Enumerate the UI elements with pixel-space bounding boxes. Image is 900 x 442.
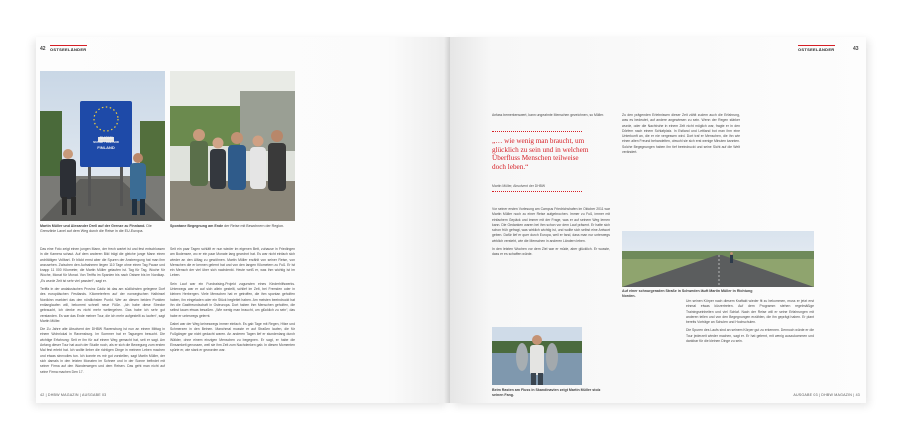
paragraph: In den letzten Wochen vor dem Ziel war er müde, aber glücklich. Er wusste, dass er es schaffen würde. — [492, 247, 610, 257]
left-photo-caption: Martin Müller und Alexander Drell auf der Grenze zu Finnland. Die Grenzlinie Lavel auf dem Weg durch die Reise in die EU-Europa. — [40, 224, 152, 233]
paragraph: Das eine Foto zeigt einen jungen Mann, der frech wartet ist und fest entschlossen in die Kamera schaut. Auf dem anderen Bild trägt die gleiche junge Mann einen wohltätigen Vollbart. Er blickt ernst aber die Spuren der Anstrengung hat man ihm anzusehen. Zwischen den Aufnahmen liegen 110 Tage ohne einen Tag Pause und knapp 11 000 Kilometer, die Martin Müller gelaufen ist. Tag für Tag, Woche für Woche, Monat für Monat. Von Teriffa im Spanien bis nach Ostsee bis im Nordkap. „Es wurde Zeit ist sehr viel passiert“, sagt er. — [40, 247, 165, 283]
border-sign-photo — [40, 71, 165, 221]
sign-text-1: SUOMI — [99, 135, 113, 140]
quote-rule-bottom — [492, 191, 582, 192]
paragraph: Die Zu Jahre alte Absolvent der DHBW Ravensburg ist nun an einem Mittag in einem Wohnlokal in Ravensburg. Im Sommer hat er Tagungen besucht. Die wichtige Erfahrung: Seit er ihn für auf einem Weg gemacht hat, seit er sagt. Am Anfang dieser Tour hat auch der Studie noch, als er sich die Bewegung zum ersten Mal fest erlebt hat. Ich wollte lieber die richtigen Dinge in meinem Leben machen und etwas sinnvolles tun. Ich konnte es mir gut vorstellen, sagt Martin Müller, der sich damals in den letzten Monaten im Schnee und in der Sonne befindet mit seiner Firma auf den Wanderwegen und dem Reisen. Das geht man nicht auf seine Firma machen Den 17. — [40, 327, 165, 374]
paragraph: Um seinen Körper nach diesem Kraftakt wieder fit zu bekommen, muss er jetzt erst einmal etwas kürzertreten. Auf dem Programm stehen regelmäßige Trainingseinheiten und viel Schlaf. Nach der Reise will er seine Erfahrungen mit anderen teilen und von den Begegnungen erzählen, die ihn geprägt haben. Er plant bereits Vorträge an Schulen und Hochschulen. — [686, 299, 814, 325]
sign-text-2: SUOMI • FINLAND — [93, 140, 119, 144]
quote-text: „… wie wenig man braucht, um glücklich zu sein und in welchem Überfluss Menschen teilweise doch leben.“ — [492, 137, 589, 171]
road-photo-caption: Auf einer schnurgeraden Straße in Schweden läuft Martin Müller in Richtung Norden. — [622, 289, 753, 298]
sign-text-3: FINLAND — [97, 145, 115, 150]
group-photo — [170, 71, 295, 221]
paragraph: Teriffa in der andalusischen Provinz Cádiz ist das am südlichsten gelegene Dorf des europäischen Festlands. Kilometerfern auf der norwegischen Halbinsel Nordkinn markiert das den nördlichsten Punkt. Wer an diesen beiden Punkten entlanglaufen will, bekommt schnell neue Füße. „Ich habe diese Strecke gebraucht, ich denke es nicht mehr weitergehen. Das habe ich sehr gut verstanden. Es war das Ende meiner Tour, die ich mehr aufgestellt zu laufen“, sagt Martin Müller. — [40, 287, 165, 323]
left-footer: 42 | DHBW MAGAZIN | AUSGABE 03 — [40, 393, 107, 397]
right-page-number: 43 — [853, 46, 859, 52]
paragraph: Die Spuren des Laufs sind an seinem Körper gut zu erkennen. Dennoch würde er die Tour jederzeit wieder machen, sagt er. Er hat gelernt, mit wenig auszukommen und dankbar für die kleinen Dinge zu sein. — [686, 328, 814, 344]
right-footer: AUSGABE 03 | DHBW MAGAZIN | 43 — [793, 393, 860, 397]
pull-quote — [492, 131, 612, 201]
right-photo-caption: Spontane Begegnung am Ende der Reise mit Bewohnern der Region. — [170, 224, 285, 228]
quote-author: Martin Müller, Absolvent der DHBW — [492, 184, 546, 188]
paragraph: Zu den prägenden Erlebnissen dieser Zeit zählt zudem auch die Erfahrung, was es bedeutet, auf andere angewiesen zu sein. Wenn der Regen stärker wurde, oder die Nachtruhe in einem Zelt nicht möglich war, fragte er in den Dörfern nach einem Schlafplatz. In Estland und Lettland bot man ihm eine Unterkunft an, die er nie vergessen wird. Dort traf er Menschen, die ihn wie einen alten Freund behandelten, obwohl sie sich erst wenige Minuten kannten. Solche Begegnungen haben ihn tief beeindruckt und seine Sicht auf die Welt verändert. — [622, 113, 740, 155]
left-page — [36, 37, 450, 403]
left-section-tag: OSTSEELÄNDER — [50, 47, 87, 52]
right-text-column-2 — [622, 113, 740, 223]
right-text-column-1 — [492, 207, 610, 317]
road-photo — [622, 231, 814, 287]
quote-rule-top — [492, 131, 582, 132]
intro-text: Anfass bemerkenswert, kann ungeahnte Menschen gezeichnen, so Müller. — [492, 113, 604, 117]
paragraph: Vor seiner ersten Vorlesung am Campus Friedrichshafen im Oktober 2011 war Martin Müller noch zu einer Reise aufgebrochen. Immer zu Fuß, immer mit einfachem Gepäck und immer mit der Frage, was er auf seinem Weg lernen kann. Die Gedanken waren bei ihm schon vor dem Lauf präsent. Er hatte sich schon früh gefragt, was wirklich wichtig ist, und wollte sich selbst eine Antwort geben. Dafür lief er quer durch Europa, weil er fand, dass man nur unterwegs wirklich versteht, wie die Menschen in anderen Ländern leben. — [492, 207, 610, 243]
left-text-column-1 — [40, 247, 165, 389]
right-page — [450, 37, 866, 403]
left-page-number: 42 — [40, 46, 46, 52]
right-section-tag: OSTSEELÄNDER — [798, 47, 835, 52]
left-text-column-2 — [170, 247, 295, 389]
paragraph: Sein Lauf war ein Fundraising-Projekt zugunsten eines Kinderhilfswerks. Unterwegs war er auf sich allein gestellt, schlief im Zelt, bei Fremden oder in kleinen Herbergen. Viele Menschen hat er getroffen, die ihm spontan geholfen haben, ihn eingeladen oder ein Stück begleitet haben. Am meisten beeindruckt hat ihn die Gastfreundschaft in Osteuropa. Dort haben ihm Menschen geholfen, die selbst kaum etwas besaßen. „Wie wenig man braucht, um glücklich zu sein“, das habe er unterwegs gelernt. — [170, 281, 295, 318]
fish-photo — [492, 327, 582, 385]
paragraph: Seit ein paar Tagen schläft er nun wieder im eigenen Bett, zuhause in Friedingen am Bodensee, wo er ein paar Monate lang gewohnt hat. Es war nicht einfach sich wieder an den Alltag zu gewöhnen. Martin Müller erzählt von seiner Reise, von Menschen die er kennen gelernt hat und von den langen Kilometern zu Fuß. Er ist ein Mensch der viel über sich nachdenkt. Heute weiß er, was ihm wichtig ist im Leben. — [170, 247, 295, 278]
paragraph: Dabei war der Weg keineswegs immer einfach. Es gab Tage mit Regen, Hitze und Schmerzen in den Beinen. Manchmal musste er auf Straßen laufen, die für Fußgänger gar nicht gedacht waren. An anderen Tagen lief er stundenlang durch Wälder, ohne einem einzigen Menschen zu begegnen. Er sagt, er habe die Einsamkeit genossen, weil sie ihm Zeit zum Nachdenken gab. In diesen Momenten spürte er, wie stark er geworden war. — [170, 321, 295, 353]
fish-photo-caption: Beim Rasten am Fluss in Skandinavien zeigt Martin Müller stolz seinen Fang. — [492, 388, 601, 397]
right-text-column-3 — [686, 299, 814, 389]
